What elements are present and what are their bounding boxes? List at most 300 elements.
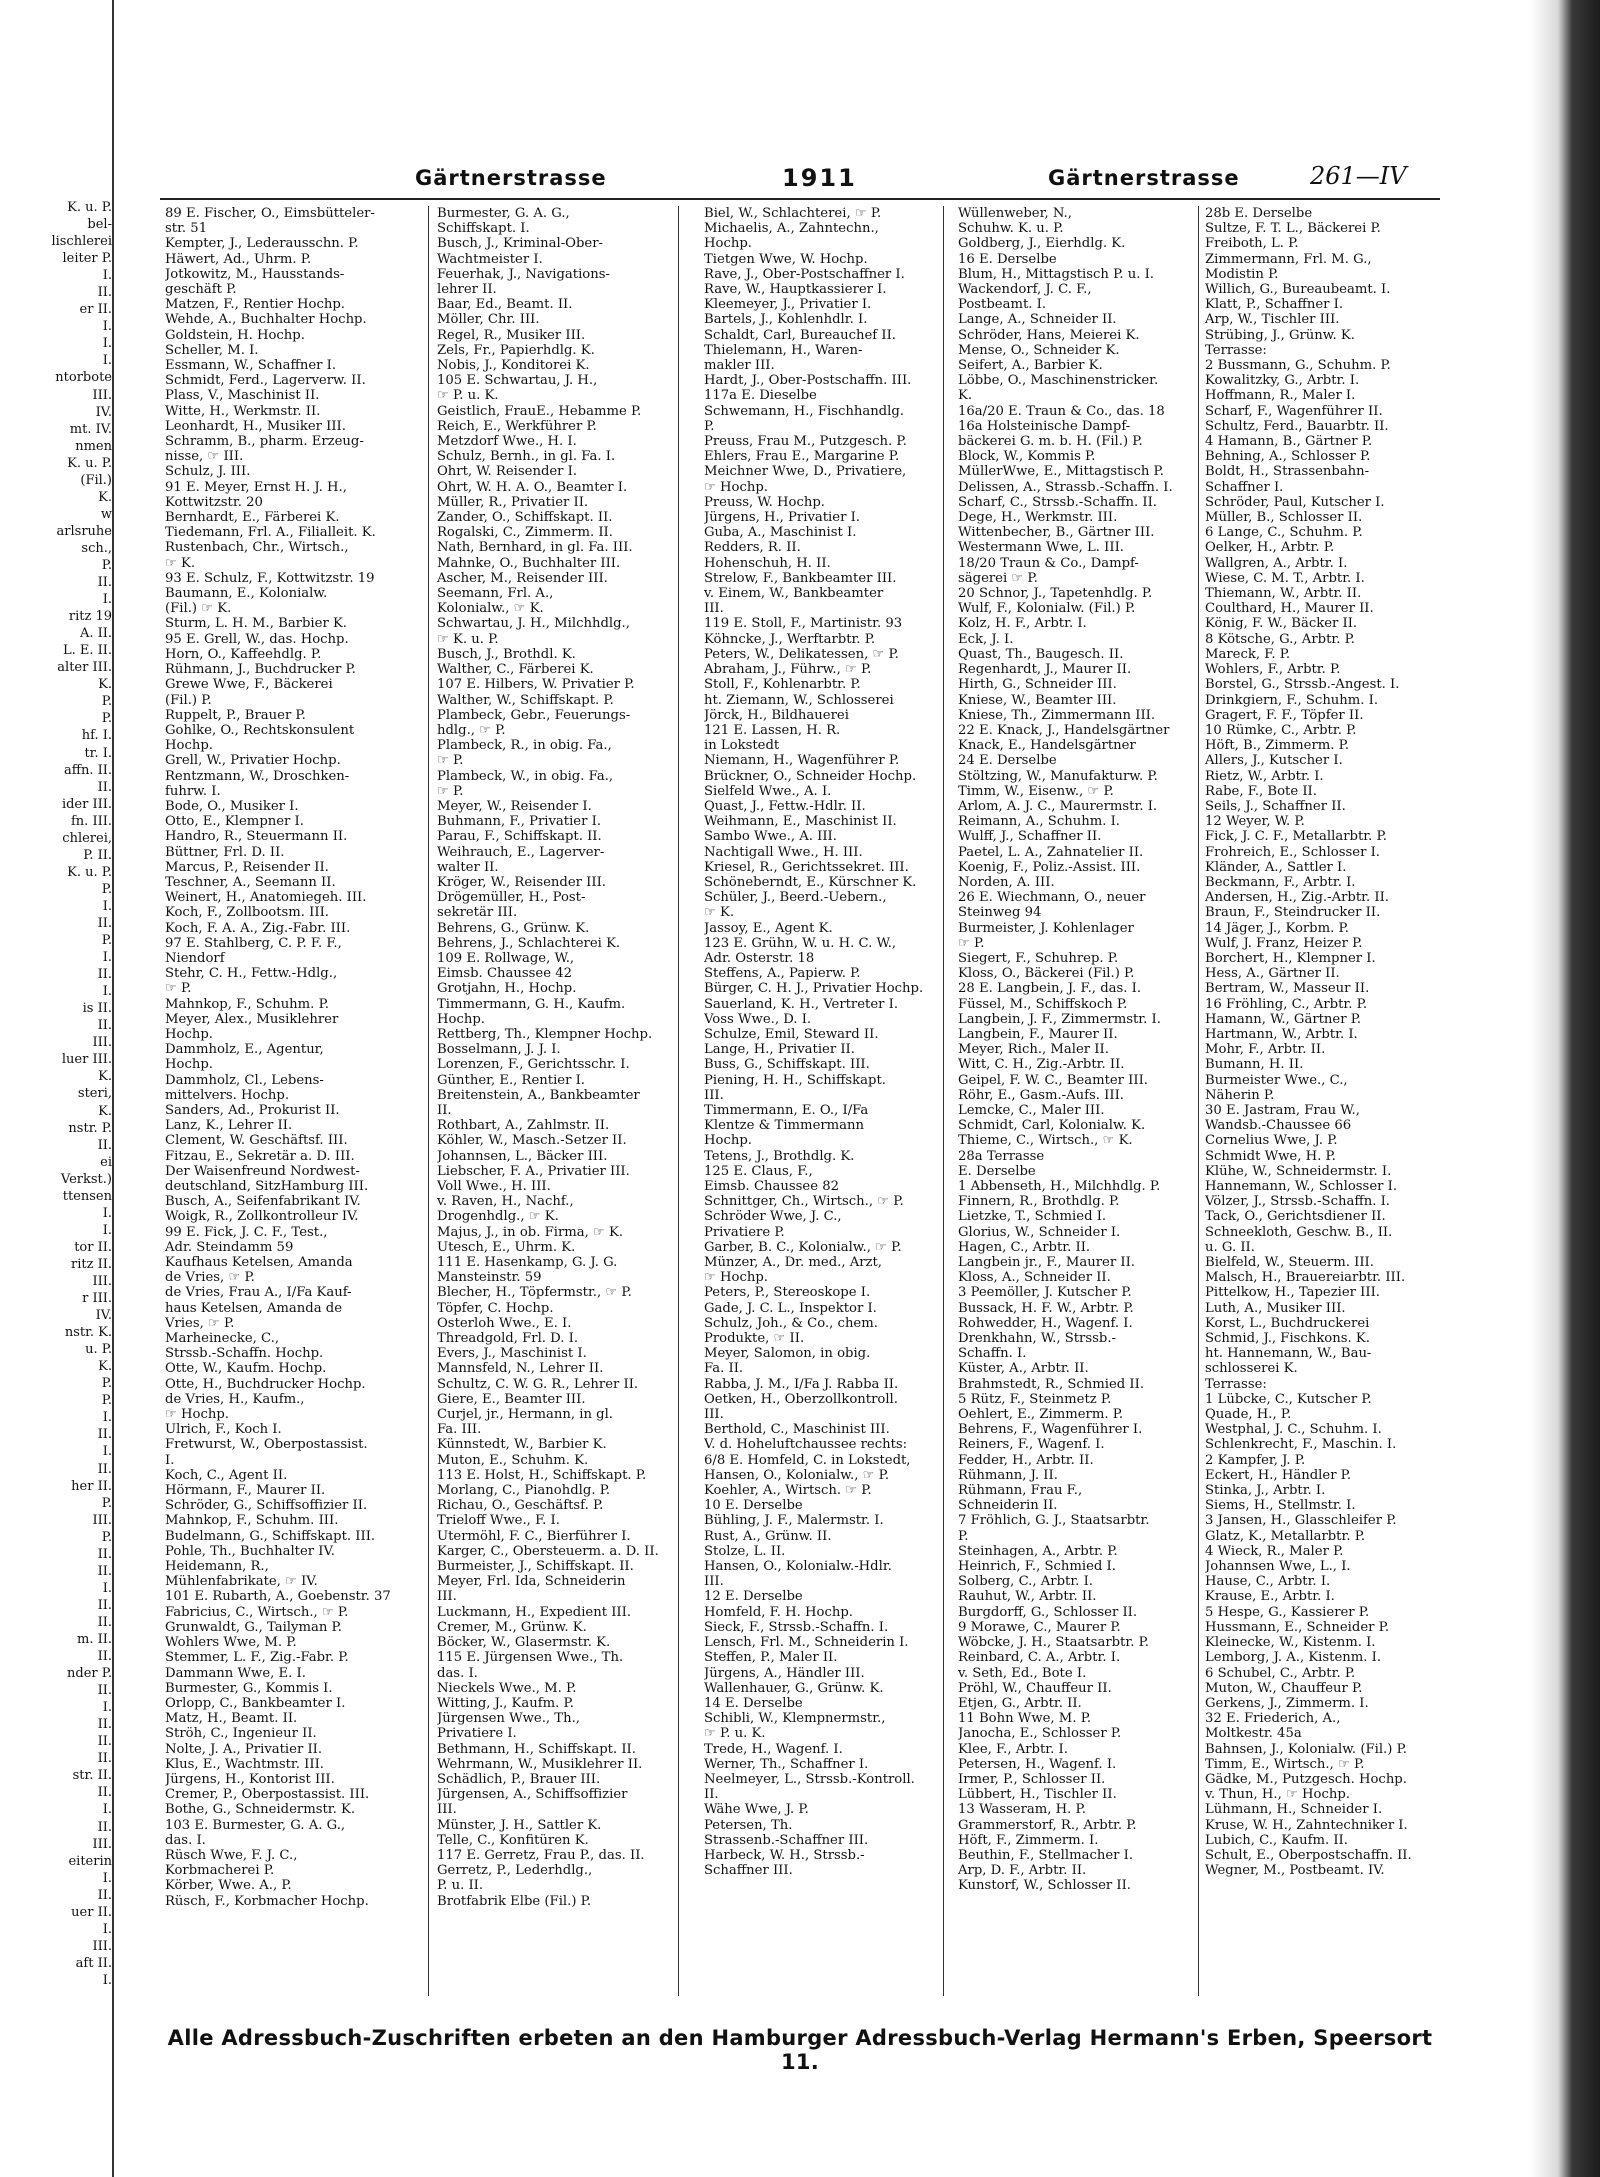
- directory-entry-line: Lensch, Frl. M., Schneiderin I.: [704, 1635, 909, 1651]
- directory-entry-line: Weinert, H., Anatomiegeh. III.: [165, 890, 367, 906]
- directory-entry-line: Paetel, L. A., Zahnatelier II.: [958, 844, 1144, 860]
- directory-entry-line: Hochp.: [704, 1133, 752, 1149]
- header-right-title: Gärtnerstrasse: [1048, 166, 1240, 190]
- previous-page-text: sch.,: [81, 540, 112, 556]
- directory-entry-line: P.: [704, 418, 715, 434]
- previous-page-text: ider III.: [61, 796, 112, 812]
- directory-entry-line: Schnittger, Ch., Wirtsch., ☞ P.: [704, 1194, 904, 1210]
- directory-entry-line: Koch, C., Agent II.: [165, 1467, 288, 1483]
- directory-entry-line: Grammerstorf, R., Arbtr. P.: [958, 1817, 1137, 1833]
- directory-entry-line: Kniese, Th., Zimmermann III.: [958, 707, 1156, 723]
- directory-entry-line: Grotjahn, H., Hochp.: [437, 981, 577, 997]
- previous-page-text: III.: [92, 1512, 112, 1528]
- directory-entry-line: Essmann, W., Schaffner I.: [165, 358, 337, 374]
- directory-entry-line: v. Thun, H., ☞ Hochp.: [1205, 1787, 1350, 1803]
- directory-entry-line: Walther, W., Schiffskapt. P.: [437, 692, 614, 708]
- directory-entry-line: Lange, H., Privatier II.: [704, 1042, 855, 1058]
- directory-entry-line: Marheinecke, C.,: [165, 1331, 280, 1347]
- directory-entry-line: 91 E. Meyer, Ernst H. J. H.,: [165, 479, 347, 495]
- directory-entry-line: Bethmann, H., Schiffskapt. II.: [437, 1741, 636, 1757]
- previous-page-text: II.: [97, 779, 112, 795]
- directory-entry-line: Rave, W., Hauptkassierer I.: [704, 282, 887, 298]
- directory-entry-line: Reich, E., Werkführer P.: [437, 418, 597, 434]
- directory-entry-line: Busch, J., Kriminal-Ober-: [437, 236, 603, 252]
- directory-entry-line: Buss, G., Schiffskapt. III.: [704, 1057, 870, 1073]
- directory-entry-line: Köhncke, J., Werftarbtr. P.: [704, 631, 876, 647]
- directory-entry-line: Luckmann, H., Expedient III.: [437, 1604, 632, 1620]
- directory-entry-line: Ulrich, F., Koch I.: [165, 1422, 282, 1438]
- directory-entry-line: Gohlke, O., Rechtskonsulent: [165, 722, 355, 738]
- directory-entry-line: Otto, E., Klempner I.: [165, 814, 304, 830]
- previous-page-text: chlerei,: [62, 830, 112, 846]
- directory-entry-line: Ehlers, Frau E., Margarine P.: [704, 449, 900, 465]
- directory-entry-line: Muton, W., Chauffeur P.: [1205, 1680, 1363, 1696]
- directory-entry-line: Burgdorff, G., Schlosser II.: [958, 1604, 1138, 1620]
- directory-entry-line: Strelow, F., Bankbeamter III.: [704, 570, 897, 586]
- directory-entry-line: Wallenhauer, G., Grünw. K.: [704, 1680, 884, 1696]
- directory-entry-line: v. Einem, W., Bankbeamter: [704, 586, 884, 602]
- directory-entry-line: Rietz, W., Arbtr. I.: [1205, 768, 1324, 784]
- directory-entry-line: Norden, A. III.: [958, 874, 1055, 890]
- previous-page-text: P.: [101, 558, 112, 573]
- directory-column-4: [958, 206, 1190, 1996]
- directory-entry-line: Rüsch, F., Korbmacher Hochp.: [165, 1893, 369, 1909]
- directory-entry-line: Irmer, P., Schlosser II.: [958, 1771, 1106, 1787]
- directory-entry-line: 115 E. Jürgensen Wwe., Th.: [437, 1650, 624, 1666]
- directory-entry-line: Plambeck, R., in obig. Fa.,: [437, 738, 612, 754]
- directory-entry-line: Wachtmeister I.: [437, 251, 543, 267]
- directory-entry-line: Peters, W., Delikatessen, ☞ P.: [704, 646, 899, 662]
- directory-entry-line: v. Raven, H., Nachf.,: [437, 1194, 574, 1210]
- directory-entry-line: Rauhut, W., Arbtr. II.: [958, 1589, 1097, 1605]
- directory-entry-line: Mense, O., Schneider K.: [958, 342, 1120, 358]
- previous-page-text: r III.: [82, 1291, 112, 1307]
- directory-entry-line: Klee, F., Arbtr. I.: [958, 1741, 1068, 1757]
- directory-entry-line: Wulff, J., Schaffner II.: [958, 829, 1102, 845]
- directory-entry-line: 109 E. Rollwage, W.,: [437, 950, 575, 966]
- directory-entry-line: Johannsen Wwe, L., I.: [1205, 1559, 1351, 1575]
- directory-entry-line: Schröder, G., Schiffsoffizier II.: [165, 1498, 368, 1514]
- directory-entry-line: Hussmann, E., Schneider P.: [1205, 1619, 1390, 1635]
- directory-entry-line: 14 Jäger, J., Korbm. P.: [1205, 920, 1349, 936]
- directory-entry-line: Möller, Chr. III.: [437, 312, 540, 328]
- directory-entry-line: de Vries, ☞ P.: [165, 1270, 255, 1286]
- directory-entry-line: Malsch, H., Brauereiarbtr. III.: [1205, 1270, 1406, 1286]
- directory-entry-line: 3 Peemöller, J. Kutscher P.: [958, 1285, 1132, 1301]
- directory-entry-line: Horn, O., Kaffeehdlg. P.: [165, 646, 322, 662]
- directory-entry-line: Baumann, E., Kolonialw.: [165, 586, 328, 602]
- previous-page-text: nstr. K.: [64, 1325, 112, 1341]
- directory-entry-line: Walther, C., Färberei K.: [437, 662, 594, 678]
- previous-page-text: K.: [98, 1103, 112, 1119]
- directory-entry-line: Marcus, P., Reisender II.: [165, 859, 329, 875]
- directory-entry-line: Bielfeld, W., Steuerm. III.: [1205, 1255, 1374, 1271]
- directory-entry-line: Langbein, J. F., Zimmermstr. I.: [958, 1011, 1161, 1027]
- directory-entry-line: Schmidt, Carl, Kolonialw. K.: [958, 1118, 1146, 1134]
- directory-entry-line: Schneiderin II.: [958, 1498, 1058, 1514]
- directory-entry-line: Brotfabrik Elbe (Fil.) P.: [437, 1893, 592, 1909]
- directory-entry-line: Schramm, B., pharm. Erzeug-: [165, 434, 364, 450]
- previous-page-text: II.: [97, 1546, 112, 1562]
- directory-entry-line: Lorenzen, F., Gerichtsschr. I.: [437, 1057, 630, 1073]
- directory-entry-line: fuhrw. I.: [165, 783, 221, 799]
- directory-entry-line: Rabba, J. M., I/Fa J. Rabba II.: [704, 1376, 899, 1392]
- previous-page-text: ritz 19: [68, 609, 112, 625]
- directory-entry-line: ht. Hannemann, W., Bau-: [1205, 1346, 1372, 1362]
- directory-entry-line: Koch, F., Zollbootsm. III.: [165, 905, 330, 921]
- directory-entry-line: Knack, E., Handelsgärtner: [958, 738, 1136, 754]
- directory-entry-line: Andersen, H., Zig.-Arbtr. II.: [1205, 890, 1389, 906]
- directory-entry-line: sägerei ☞ P.: [958, 570, 1038, 586]
- directory-entry-line: Blecher, H., Töpfermstr., ☞ P.: [437, 1285, 632, 1301]
- directory-entry-line: Fa. III.: [437, 1422, 482, 1438]
- directory-entry-line: II.: [437, 1102, 452, 1118]
- footer-notice: Alle Adressbuch-Zuschriften erbeten an den Hamburger Adressbuch-Verlag Hermann's Erben, Speersort 11.: [167, 2026, 1433, 2074]
- previous-page-text: K.: [98, 677, 112, 693]
- directory-entry-line: 16 E. Derselbe: [958, 251, 1057, 267]
- directory-entry-line: Schaffner I.: [1205, 479, 1284, 495]
- directory-entry-line: Schüler, J., Beerd.-Uebern.,: [704, 890, 887, 906]
- previous-page-text: I.: [102, 984, 112, 1000]
- directory-entry-line: 105 E. Schwartau, J. H.,: [437, 373, 598, 389]
- directory-entry-line: P.: [958, 1528, 969, 1544]
- directory-entry-line: Zimmermann, Frl. M. G.,: [1205, 251, 1372, 267]
- directory-entry-line: Nobis, J., Konditorei K.: [437, 358, 590, 374]
- directory-entry-line: Bumann, H. II.: [1205, 1057, 1304, 1073]
- directory-entry-line: Korbmacherei P.: [165, 1863, 275, 1879]
- directory-entry-line: Biel, W., Schlachterei, ☞ P.: [704, 206, 882, 221]
- directory-entry-line: Schröder, Hans, Meierei K.: [958, 327, 1140, 343]
- directory-entry-line: Adr. Steindamm 59: [165, 1239, 294, 1255]
- directory-entry-line: 18/20 Traun & Co., Dampf-: [958, 555, 1139, 571]
- directory-entry-line: 121 E. Lassen, H. R.: [704, 722, 841, 738]
- directory-entry-line: Fretwurst, W., Oberpostassist.: [165, 1437, 368, 1453]
- directory-entry-line: makler III.: [704, 358, 775, 374]
- directory-entry-line: ☞ K. u. P.: [437, 631, 499, 647]
- directory-entry-line: 103 E. Burmester, G. A. G.,: [165, 1817, 346, 1833]
- directory-entry-line: Nieckels Wwe., M. P.: [437, 1680, 577, 1696]
- directory-entry-line: Schröder, Paul, Kutscher I.: [1205, 494, 1385, 510]
- directory-entry-line: 28b E. Derselbe: [1205, 206, 1313, 221]
- directory-entry-line: Rüsch Wwe, F. J. C.,: [165, 1847, 298, 1863]
- directory-entry-line: Schaffn. I.: [958, 1346, 1027, 1362]
- previous-page-text: I.: [102, 1921, 112, 1937]
- directory-entry-line: III.: [704, 1407, 724, 1423]
- directory-entry-line: Klatt, P., Schaffner I.: [1205, 297, 1344, 313]
- directory-entry-line: deutschland, SitzHamburg III.: [165, 1179, 369, 1194]
- previous-page-text: m. II.: [77, 1632, 112, 1647]
- directory-entry-line: Brahmstedt, R., Schmied II.: [958, 1376, 1145, 1392]
- directory-entry-line: Trieloff Wwe., F. I.: [437, 1513, 560, 1529]
- previous-page-text: u. P.: [85, 1342, 112, 1358]
- directory-entry-line: Tietgen Wwe, W. Hochp.: [704, 251, 868, 267]
- directory-entry-line: de Vries, Frau A., I/Fa Kauf-: [165, 1285, 352, 1301]
- previous-page-text: nstr. P.: [68, 1120, 112, 1136]
- directory-entry-line: Stoll, F., Kohlenarbtr. P.: [704, 677, 861, 693]
- directory-entry-line: Solberg, C., Arbtr. I.: [958, 1574, 1093, 1590]
- directory-entry-line: Fabricius, C., Wirtsch., ☞ P.: [165, 1604, 349, 1620]
- directory-entry-line: Teschner, A., Seemann II.: [165, 874, 336, 890]
- directory-entry-line: Abraham, J., Führw., ☞ P.: [704, 662, 872, 678]
- directory-entry-line: Hirth, G., Schneider III.: [958, 677, 1117, 693]
- previous-page-text: w: [100, 506, 112, 522]
- directory-entry-line: Münster, J. H., Sattler K.: [437, 1817, 602, 1833]
- directory-entry-line: Witte, H., Werkmstr. II.: [165, 403, 321, 419]
- directory-entry-line: Stolze, L. II.: [704, 1543, 786, 1559]
- directory-entry-line: Eck, J. I.: [958, 631, 1014, 647]
- directory-entry-line: Völzer, J., Strssb.-Schaffn. I.: [1205, 1194, 1390, 1210]
- directory-entry-line: 97 E. Stahlberg, C. P. F. F.,: [165, 935, 342, 951]
- directory-entry-line: 93 E. Schulz, F., Kottwitzstr. 19: [165, 570, 375, 586]
- previous-page-text: I.: [102, 319, 112, 335]
- directory-entry-line: Scharf, F., Wagenführer II.: [1205, 403, 1383, 419]
- directory-entry-line: Grewe Wwe, F., Bäckerei: [165, 677, 333, 693]
- previous-page-text: K. u. P.: [67, 455, 112, 471]
- directory-entry-line: Timmermann, E. O., I/Fa: [704, 1102, 869, 1118]
- directory-entry-line: Privatiere P.: [704, 1224, 785, 1240]
- directory-entry-line: Busch, J., Brothdl. K.: [437, 646, 576, 662]
- directory-entry-line: Korst, L., Buchdruckerei: [1205, 1315, 1370, 1331]
- directory-entry-line: Gerkens, J., Zimmerm. I.: [1205, 1695, 1369, 1711]
- directory-entry-line: Moltkestr. 45a: [1205, 1726, 1302, 1742]
- directory-entry-line: Liebscher, F. A., Privatier III.: [437, 1163, 630, 1179]
- directory-entry-line: Bartels, J., Kohlenhdlr. I.: [704, 312, 868, 328]
- directory-entry-line: Westermann Wwe, L. III.: [958, 540, 1124, 556]
- directory-entry-line: Borstel, G., Strssb.-Angest. I.: [1205, 677, 1400, 693]
- directory-entry-line: ☞ P.: [958, 935, 985, 951]
- previous-page-text: II.: [97, 1683, 112, 1699]
- directory-entry-line: Kolz, H. F., Arbtr. I.: [958, 616, 1087, 632]
- previous-page-text: steri,: [77, 1086, 112, 1102]
- previous-page-text: is II.: [82, 1001, 112, 1017]
- directory-entry-line: sekretär III.: [437, 905, 518, 921]
- directory-entry-line: 32 E. Friederich, A.,: [1205, 1711, 1341, 1727]
- directory-entry-line: Strssb.-Schaffn. Hochp.: [165, 1346, 324, 1362]
- previous-page-text: fn. III.: [71, 813, 112, 829]
- directory-entry-line: Arlom, A. J. C., Maurermstr. I.: [958, 798, 1158, 814]
- directory-entry-line: geschäft P.: [165, 282, 237, 298]
- directory-entry-line: Schultz, Ferd., Bauarbtr. II.: [1205, 418, 1389, 434]
- previous-page-text: II.: [97, 1649, 112, 1665]
- directory-entry-line: Preuss, Frau M., Putzgesch. P.: [704, 434, 907, 450]
- directory-entry-line: Hause, C., Arbtr. I.: [1205, 1574, 1331, 1590]
- directory-entry-line: Freiboth, L. P.: [1205, 236, 1299, 252]
- previous-page-text: II.: [97, 1137, 112, 1153]
- previous-page-text: II.: [97, 1563, 112, 1579]
- directory-entry-line: Redders, R. II.: [704, 540, 801, 556]
- directory-entry-line: Lanz, K., Lehrer II.: [165, 1118, 293, 1134]
- previous-page-text: I.: [102, 1205, 112, 1221]
- previous-page-text: I.: [102, 1580, 112, 1596]
- directory-entry-line: Woigk, R., Zollkontrolleur IV.: [165, 1209, 359, 1225]
- previous-page-text: hf. I.: [81, 728, 112, 744]
- directory-entry-line: Bode, O., Musiker I.: [165, 798, 299, 814]
- directory-entry-line: 2 Bussmann, G., Schuhm. P.: [1205, 358, 1391, 374]
- directory-entry-line: Neelmeyer, L., Strssb.-Kontroll.: [704, 1771, 915, 1787]
- previous-page-text: III.: [92, 1938, 112, 1954]
- directory-entry-line: Gade, J. C. L., Inspektor I.: [704, 1300, 877, 1316]
- directory-entry-line: Röhr, E., Gasm.-Aufs. III.: [958, 1087, 1124, 1103]
- directory-entry-line: Rühmann, J., Buchdrucker P.: [165, 662, 356, 678]
- previous-page-text: alter III.: [57, 660, 112, 676]
- directory-entry-line: Drenkhahn, W., Strssb.-: [958, 1331, 1116, 1347]
- directory-entry-line: Wehde, A., Buchhalter Hochp.: [165, 312, 367, 328]
- directory-entry-line: Harbeck, W. H., Strssb.-: [704, 1847, 865, 1863]
- directory-entry-line: Voll Wwe., H. III.: [437, 1179, 551, 1194]
- directory-entry-line: Füssel, M., Schiffskoch P.: [958, 996, 1128, 1012]
- directory-entry-line: Schulz, Bernh., in gl. Fa. I.: [437, 449, 616, 465]
- directory-entry-line: 4 Wieck, R., Maler P.: [1205, 1543, 1344, 1559]
- directory-entry-line: Schuhw. K. u. P.: [958, 221, 1064, 237]
- directory-entry-line: Klus, E., Wachtmstr. III.: [165, 1756, 324, 1772]
- directory-entry-line: Häwert, Ad., Uhrm. P.: [165, 251, 312, 267]
- directory-entry-line: 28a Terrasse: [958, 1148, 1045, 1164]
- directory-entry-line: Brückner, O., Schneider Hochp.: [704, 768, 917, 784]
- directory-entry-line: Muton, E., Schuhm. K.: [437, 1452, 589, 1468]
- directory-entry-line: Bothe, G., Schneidermstr. K.: [165, 1802, 356, 1818]
- previous-page-text: leiter P.: [62, 251, 112, 267]
- directory-entry-line: Timm, E., Wirtsch., ☞ P.: [1205, 1756, 1365, 1772]
- directory-entry-line: Schneekloth, Geschw. B., II.: [1205, 1224, 1393, 1240]
- directory-entry-line: Weihrauch, E., Lagerver-: [437, 844, 605, 860]
- directory-entry-line: Schlenkrecht, F., Maschin. I.: [1205, 1437, 1397, 1453]
- directory-entry-line: K.: [958, 388, 973, 404]
- directory-entry-line: Seils, J., Schaffner II.: [1205, 798, 1346, 814]
- directory-entry-line: 3 Jansen, H., Glasschleifer P.: [1205, 1513, 1397, 1529]
- directory-entry-line: Matzen, F., Rentier Hochp.: [165, 297, 345, 313]
- directory-entry-line: Wittenbecher, B., Gärtner III.: [958, 525, 1155, 541]
- directory-entry-line: Kniese, W., Beamter III.: [958, 692, 1117, 708]
- directory-entry-line: Wohlers Wwe, M. P.: [165, 1635, 297, 1651]
- previous-page-text: Verkst.): [60, 1171, 112, 1187]
- directory-entry-line: Dege, H., Werkmstr. III.: [958, 510, 1118, 526]
- directory-entry-line: Hohenschuh, H. II.: [704, 555, 831, 571]
- directory-entry-line: 6/8 E. Homfeld, C. in Lokstedt,: [704, 1452, 911, 1468]
- directory-entry-line: Schwartau, J. H., Milchhdlg.,: [437, 616, 630, 632]
- directory-entry-line: str. 51: [165, 221, 208, 237]
- directory-entry-line: ☞ K.: [704, 905, 735, 921]
- previous-page-text: P. II.: [83, 847, 112, 863]
- directory-entry-line: Postbeamt. I.: [958, 297, 1047, 313]
- directory-entry-line: Blum, H., Mittagstisch P. u. I.: [958, 266, 1154, 282]
- directory-entry-line: Behrens, G., Grünw. K.: [437, 920, 590, 936]
- directory-entry-line: 16a/20 E. Traun & Co., das. 18: [958, 403, 1165, 419]
- directory-entry-line: Behrens, F., Wagenführer I.: [958, 1422, 1143, 1438]
- directory-entry-line: Plass, V., Maschinist II.: [165, 388, 320, 404]
- directory-entry-line: ☞ P.: [437, 753, 464, 769]
- directory-entry-line: Hardt, J., Ober-Postschaffn. III.: [704, 373, 912, 389]
- directory-entry-line: Arp, W., Tischler III.: [1205, 312, 1340, 328]
- directory-entry-line: Kunstorf, W., Schlosser II.: [958, 1878, 1131, 1894]
- directory-entry-line: ht. Ziemann, W., Schlosserei: [704, 692, 894, 708]
- previous-page-text: P.: [101, 711, 112, 727]
- directory-entry-line: Meyer, Alex., Musiklehrer: [165, 1011, 339, 1027]
- directory-entry-line: Burmeister, J., Schiffskapt. II.: [437, 1559, 634, 1575]
- previous-page-text: P.: [101, 694, 112, 710]
- directory-entry-line: Quade, H., P.: [1205, 1407, 1292, 1423]
- previous-page-text: II.: [97, 1717, 112, 1733]
- directory-entry-line: Reinbard, C. A., Arbtr. I.: [958, 1650, 1121, 1666]
- directory-entry-line: 10 E. Derselbe: [704, 1498, 803, 1514]
- directory-entry-line: Utermöhl, F. C., Bierführer I.: [437, 1528, 631, 1544]
- previous-page-text: aft II.: [75, 1955, 112, 1971]
- directory-entry-line: 10 Rümke, C., Arbtr. P.: [1205, 722, 1357, 738]
- directory-entry-line: Meyer, Salomon, in obig.: [704, 1346, 871, 1362]
- previous-page-text: mt. IV.: [69, 421, 112, 437]
- directory-entry-line: Karger, C., Obersteuerm. a. D. II.: [437, 1543, 659, 1559]
- directory-entry-line: Glatz, K., Metallarbtr. P.: [1205, 1528, 1366, 1544]
- directory-entry-line: haus Ketelsen, Amanda de: [165, 1300, 343, 1316]
- directory-entry-line: Sultze, F. T. L., Bäckerei P.: [1205, 221, 1381, 237]
- directory-entry-line: Richau, O., Geschäftsf. P.: [437, 1498, 604, 1514]
- directory-column-2: [437, 206, 671, 1996]
- directory-entry-line: Heinrich, F., Schmied I.: [958, 1559, 1116, 1575]
- directory-entry-line: Schiffskapt. I.: [437, 221, 530, 237]
- directory-entry-line: Schult, E., Oberpostschaffn. II.: [1205, 1847, 1412, 1863]
- directory-entry-line: Quast, J., Fettw.-Hdlr. II.: [704, 798, 866, 814]
- directory-entry-line: Klentze & Timmermann: [704, 1118, 865, 1134]
- directory-entry-line: Petersen, H., Wagenf. I.: [958, 1756, 1117, 1772]
- directory-entry-line: Mareck, F. P.: [1205, 646, 1291, 662]
- directory-entry-line: Buhmann, F., Privatier I.: [437, 814, 602, 830]
- directory-entry-line: Stehr, C. H., Fettw.-Hdlg.,: [165, 966, 338, 982]
- directory-entry-line: Busch, A., Seifenfabrikant IV.: [165, 1194, 361, 1210]
- directory-entry-line: bäckerei G. m. b. H. (Fil.) P.: [958, 434, 1143, 450]
- directory-entry-line: Bernhardt, E., Färberei K.: [165, 510, 340, 526]
- directory-entry-line: Böcker, W., Glasermstr. K.: [437, 1635, 611, 1651]
- directory-entry-line: Hagen, C., Arbtr. II.: [958, 1239, 1091, 1255]
- previous-page-text: L. E. II.: [62, 643, 112, 659]
- directory-entry-line: Lemcke, C., Maler III.: [958, 1102, 1105, 1118]
- directory-entry-line: Burmester, G. A. G.,: [437, 206, 570, 221]
- directory-entry-line: III.: [704, 1574, 724, 1590]
- previous-page-text: (Fil.): [80, 472, 112, 488]
- directory-entry-line: Kriesel, R., Gerichtssekret. III.: [704, 859, 909, 875]
- directory-entry-line: Wehrmann, W., Musiklehrer II.: [437, 1756, 643, 1772]
- previous-page-text: ei: [100, 1154, 112, 1170]
- directory-entry-line: Stemmer, L. F., Zig.-Fabr. P.: [165, 1650, 349, 1666]
- directory-entry-line: Ascher, M., Reisender III.: [437, 570, 608, 586]
- directory-entry-line: Geipel, F. W. C., Beamter III.: [958, 1072, 1148, 1088]
- directory-entry-line: Jürgens, H., Privatier I.: [704, 510, 860, 526]
- directory-entry-line: Sambo Wwe., A. III.: [704, 829, 837, 845]
- directory-entry-line: Grunwaldt, G., Tailyman P.: [165, 1619, 342, 1635]
- directory-entry-line: Mahnkop, F., Schuhm. III.: [165, 1513, 339, 1529]
- directory-entry-line: Schibli, W., Klempnermstr.,: [704, 1711, 886, 1727]
- directory-entry-line: Koenig, F., Poliz.-Assist. III.: [958, 859, 1141, 875]
- directory-entry-line: Langbein jr., F., Maurer II.: [958, 1255, 1135, 1271]
- directory-entry-line: ☞ P.: [165, 981, 192, 997]
- directory-entry-line: Lemborg, J. A., Kistenm. I.: [1205, 1650, 1382, 1666]
- directory-entry-line: Wulf, J. Franz, Heizer P.: [1205, 935, 1363, 951]
- directory-entry-line: Jürgens, A., Händler III.: [704, 1665, 865, 1681]
- directory-entry-line: Dammann Wwe, E. I.: [165, 1665, 306, 1681]
- directory-entry-line: Siems, H., Stellmstr. I.: [1205, 1498, 1356, 1514]
- previous-page-text: III.: [92, 387, 112, 403]
- directory-entry-line: Pröhl, W., Chauffeur II.: [958, 1680, 1112, 1696]
- directory-entry-line: Voss Wwe., D. I.: [704, 1011, 812, 1027]
- directory-entry-line: Löbbe, O., Maschinenstricker.: [958, 373, 1159, 389]
- directory-entry-line: Günther, E., Rentier I.: [437, 1072, 586, 1088]
- directory-entry-line: Rettberg, Th., Klempner Hochp.: [437, 1026, 653, 1042]
- directory-entry-line: Tack, O., Gerichtsdiener II.: [1205, 1209, 1386, 1225]
- previous-page-text: K.: [98, 1069, 112, 1085]
- directory-entry-line: Wackendorf, J. C. F.,: [958, 282, 1092, 298]
- directory-entry-line: Rothbart, A., Zahlmstr. II.: [437, 1118, 610, 1134]
- directory-entry-line: Goldstein, H. Hochp.: [165, 327, 305, 343]
- previous-page-text: affn. II.: [63, 762, 112, 778]
- directory-entry-line: 117 E. Gerretz, Frau P., das. II.: [437, 1847, 645, 1863]
